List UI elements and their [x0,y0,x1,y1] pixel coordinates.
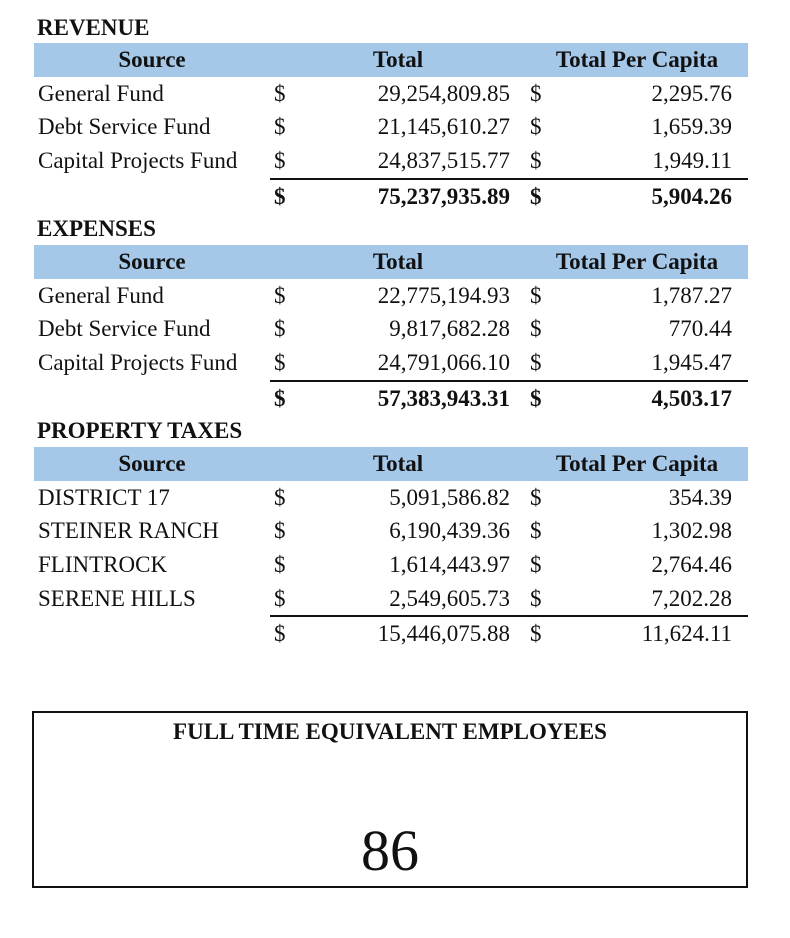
row-source: Debt Service Fund [38,316,211,342]
dollar-sign: $ [526,381,552,416]
table-row [34,111,748,145]
dollar-sign: $ [530,585,542,611]
row-source: STEINER RANCH [38,518,219,544]
grand-total: 57,383,943.31 [306,381,526,416]
grand-total: 75,237,935.89 [306,179,526,214]
dollar-sign: $ [530,551,542,577]
table-header-row [34,447,748,481]
table-header-row [34,43,748,77]
dollar-sign: $ [274,147,286,173]
dollar-sign: $ [530,114,542,140]
dollar-sign: $ [526,616,552,651]
row-total: 24,791,066.10 [377,349,510,375]
table-row [34,279,748,313]
row-per-capita: 2,295.76 [651,80,732,106]
dollar-sign: $ [274,80,286,106]
table-row [34,548,748,582]
dollar-sign: $ [274,551,286,577]
row-source: DISTRICT 17 [38,484,170,510]
dollar-sign: $ [274,282,286,308]
row-per-capita: 1,302.98 [651,518,732,544]
header-total: Total [270,43,526,77]
header-per-capita: Total Per Capita [526,245,748,279]
row-source: General Fund [38,80,164,106]
row-per-capita: 1,945.47 [651,349,732,375]
dollar-sign: $ [274,316,286,342]
row-per-capita: 770.44 [668,316,732,342]
header-source: Source [34,43,270,77]
dollar-sign: $ [530,484,542,510]
header-per-capita: Total Per Capita [526,43,748,77]
row-source: SERENE HILLS [38,586,196,612]
header-total: Total [270,447,526,481]
table-row [34,582,748,617]
table-header-row [34,245,748,279]
row-source: Debt Service Fund [38,114,211,140]
grand-total-per-capita: 5,904.26 [552,179,748,214]
row-per-capita: 2,764.46 [651,551,732,577]
dollar-sign: $ [270,616,306,651]
grand-total: 15,446,075.88 [306,616,526,651]
total-row [34,616,748,651]
dollar-sign: $ [530,282,542,308]
row-total: 9,817,682.28 [389,316,510,342]
row-total: 2,549,605.73 [389,585,510,611]
header-source: Source [34,245,270,279]
dollar-sign: $ [274,349,286,375]
dollar-sign: $ [530,518,542,544]
dollar-sign: $ [530,80,542,106]
dollar-sign: $ [274,518,286,544]
table-row [34,481,748,515]
header-total: Total [270,245,526,279]
row-per-capita: 1,949.11 [652,147,732,173]
row-total: 22,775,194.93 [377,282,510,308]
section-title-revenue: REVENUE [37,15,150,40]
total-row [34,179,748,214]
dollar-sign: $ [274,585,286,611]
grand-total-per-capita: 11,624.11 [552,616,748,651]
section-title-expenses: EXPENSES [37,216,156,241]
dollar-sign: $ [530,349,542,375]
table-row [34,313,748,347]
row-per-capita: 354.39 [668,484,732,510]
table-row [34,77,748,111]
expenses-table [34,245,748,415]
grand-total-per-capita: 4,503.17 [552,381,748,416]
table-row [34,346,748,381]
row-total: 24,837,515.77 [377,147,510,173]
row-source: Capital Projects Fund [38,350,238,376]
row-per-capita: 7,202.28 [651,585,732,611]
row-source: Capital Projects Fund [38,148,238,174]
property-taxes-table [34,447,748,651]
row-total: 5,091,586.82 [389,484,510,510]
row-source: General Fund [38,282,164,308]
table-row [34,144,748,179]
section-title-property-taxes: PROPERTY TAXES [37,418,243,443]
row-per-capita: 1,787.27 [651,282,732,308]
row-per-capita: 1,659.39 [651,114,732,140]
dollar-sign: $ [530,147,542,173]
table-row [34,515,748,549]
row-total: 1,614,443.97 [389,551,510,577]
row-total: 21,145,610.27 [377,114,510,140]
header-per-capita: Total Per Capita [526,447,748,481]
total-row [34,381,748,416]
dollar-sign: $ [270,381,306,416]
dollar-sign: $ [526,179,552,214]
dollar-sign: $ [530,316,542,342]
revenue-table [34,43,748,213]
fte-value: 86 [361,818,419,883]
row-source: FLINTROCK [38,551,168,577]
dollar-sign: $ [274,484,286,510]
header-source: Source [34,447,270,481]
fte-title: FULL TIME EQUIVALENT EMPLOYEES [173,719,607,744]
row-total: 6,190,439.36 [389,518,510,544]
dollar-sign: $ [270,179,306,214]
dollar-sign: $ [274,114,286,140]
fte-box [32,711,748,888]
row-total: 29,254,809.85 [377,80,510,106]
